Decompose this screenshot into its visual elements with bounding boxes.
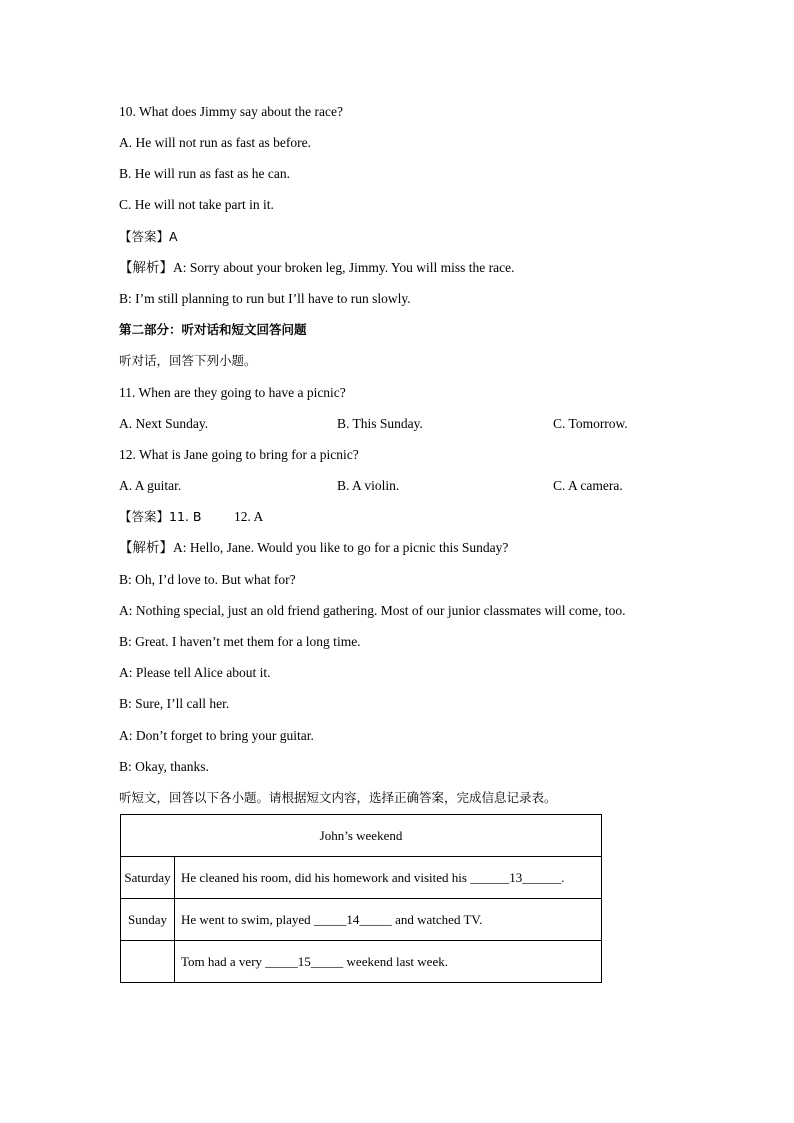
q11-option-b: B. This Sunday. [337,416,423,431]
blank-14: _____14_____ [313,911,392,927]
q10-analysis-b: B: I’m still planning to run but I’ll have to run slowly. [119,291,411,306]
row-text-end: weekend last week. [343,953,448,969]
dialogue-line: B: Okay, thanks. [119,759,209,774]
row-text: He cleaned his room, did his homework and visited his [181,869,471,885]
part2-heading: 第二部分：听对话和短文回答问题 [119,322,307,337]
q10-option-c: C. He will not take part in it. [119,197,274,212]
answer-11-12: 【答案】11. B [119,509,202,524]
passage-instruction: 听短文，回答以下各小题。请根据短文内容，选择正确答案，完成信息记录表。 [119,790,557,805]
dialogue-line: A: Please tell Alice about it. [119,665,271,680]
question-11: 11. When are they going to have a picnic? [119,385,346,400]
row-content [175,941,602,983]
row-day: Saturday [121,857,175,899]
row-text-end: . [561,869,565,885]
dialogue-line: B: Great. I haven’t met them for a long time. [119,634,361,649]
table-row [121,899,602,941]
row-day [121,941,175,983]
question-12: 12. What is Jane going to bring for a picnic? [119,447,359,462]
dialogue-line: 【解析】A: Hello, Jane. Would you like to go for a picnic this Sunday? [119,540,509,555]
dialogue-line: A: Nothing special, just an old friend gathering. Most of our junior classmates will come, too. [119,603,626,618]
q10-analysis: 【解析】A: Sorry about your broken leg, Jimmy. You will miss the race. [119,260,515,275]
q12-option-c: C. A camera. [553,478,623,493]
question-10: 10. What does Jimmy say about the race? [119,104,343,119]
row-text-end: and watched TV. [391,911,483,927]
answer-12: 12. A [234,509,264,524]
blank-15: _____15_____ [265,953,344,969]
row-text: Tom had a very [181,953,266,969]
dialogue-line: A: Don’t forget to bring your guitar. [119,728,314,743]
q11-option-a: A. Next Sunday. [119,416,209,431]
q10-answer: 【答案】A [119,229,178,244]
q10-option-a: A. He will not run as fast as before. [119,135,311,150]
dialogue-line: B: Oh, I’d love to. But what for? [119,572,296,587]
part2-instruction: 听对话，回答下列小题。 [119,353,257,368]
table-header-row [121,815,602,857]
q12-option-b: B. A violin. [337,478,400,493]
q12-option-a: A. A guitar. [119,478,182,493]
row-day: Sunday [121,899,175,941]
info-record-table [120,814,602,983]
table-row [121,857,602,899]
table-title: John’s weekend [121,815,602,857]
row-content [175,857,602,899]
q11-option-c: C. Tomorrow. [553,416,628,431]
blank-13: ______13______ [470,869,562,885]
q10-option-b: B. He will run as fast as he can. [119,166,290,181]
dialogue-line: B: Sure, I’ll call her. [119,696,230,711]
row-content [175,899,602,941]
row-text: He went to swim, played [181,911,314,927]
table-row [121,941,602,983]
